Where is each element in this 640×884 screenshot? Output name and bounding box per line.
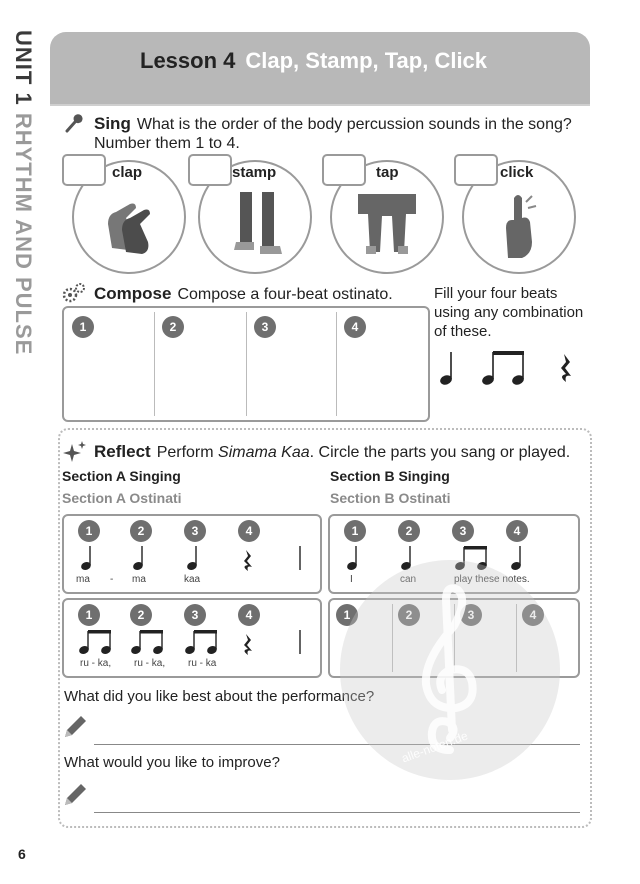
a-singing-beat-2: 2 <box>130 520 152 542</box>
question-improve: What would you like to improve? <box>64 754 280 771</box>
reflect-instruction-pre: Perform <box>156 444 219 461</box>
a-ostinati-notation <box>78 628 308 656</box>
pencil-icon <box>62 714 88 745</box>
b-ostinati-beat-3: 3 <box>460 604 482 626</box>
b-singing-lyric-1: I <box>350 574 353 585</box>
a-singing-lyric-2: - <box>110 574 114 585</box>
a-ostinati-beat-2: 2 <box>130 604 152 626</box>
b-singing-lyric-2: can <box>400 574 417 585</box>
clap-number-box[interactable] <box>62 154 106 186</box>
sing-heading <box>94 114 574 153</box>
compose-beat-4: 4 <box>344 316 366 338</box>
reflect-label: Reflect <box>94 442 151 461</box>
b-singing-beat-3: 3 <box>452 520 474 542</box>
answer-line-improve[interactable] <box>94 812 580 813</box>
sing-label: Sing <box>94 114 131 133</box>
click-number-box[interactable] <box>454 154 498 186</box>
reflect-instruction-post: . Circle the parts you sang or played. <box>309 444 571 461</box>
clap-label: clap <box>112 164 143 181</box>
section-a-singing-title: Section A Singing <box>62 468 181 484</box>
b-ostinati-beat-4: 4 <box>522 604 544 626</box>
a-singing-beat-4: 4 <box>238 520 260 542</box>
lesson-heading <box>140 48 487 74</box>
b-singing-beat-4: 4 <box>506 520 528 542</box>
unit-title: RHYTHM AND PULSE <box>11 112 36 356</box>
a-singing-beat-3: 3 <box>184 520 206 542</box>
sparkle-icon <box>62 440 88 469</box>
sing-instruction: What is the order of the body percussion sounds in the song? Number them 1 to 4. <box>94 116 572 152</box>
gears-icon <box>62 282 86 309</box>
compose-ostinato-grid[interactable] <box>62 306 430 422</box>
b-ostinati-beat-1: 1 <box>336 604 358 626</box>
section-a-singing-box[interactable] <box>62 514 322 594</box>
b-ostinati-beat-2: 2 <box>398 604 420 626</box>
microphone-icon <box>64 112 86 139</box>
compose-side-note: Fill your four beats using any combination of these. <box>434 285 584 340</box>
a-ostinati-beat-3: 3 <box>184 604 206 626</box>
a-ostinati-beat-1: 1 <box>78 604 100 626</box>
lesson-title: Clap, Stamp, Tap, Click <box>245 48 488 73</box>
stamp-label: stamp <box>232 164 277 181</box>
question-best: What did you like best about the performance? <box>64 688 375 705</box>
banner-divider <box>50 104 590 106</box>
a-singing-notation <box>78 544 308 572</box>
b-singing-lyric-3: play these notes. <box>454 574 530 585</box>
a-singing-lyric-4: kaa <box>184 574 201 585</box>
b-singing-beat-2: 2 <box>398 520 420 542</box>
compose-beat-3: 3 <box>254 316 276 338</box>
eighth-notes-symbol <box>481 351 525 386</box>
reflect-song-title: Simama Kaa <box>218 444 310 461</box>
page-number: 6 <box>18 846 26 862</box>
clap-hands-icon <box>100 196 160 256</box>
quarter-rest-symbol <box>561 354 571 382</box>
a-ostinati-beat-4: 4 <box>238 604 260 626</box>
section-a-ostinati-box[interactable] <box>62 598 322 678</box>
tap-number-box[interactable] <box>322 154 366 186</box>
compose-instruction: Compose a four-beat ostinato. <box>177 286 393 303</box>
watermark-text: alle-noten.de <box>399 728 470 766</box>
a-singing-beat-1: 1 <box>78 520 100 542</box>
lesson-number: Lesson 4 <box>140 48 236 73</box>
section-b-ostinati-title: Section B Ostinati <box>330 490 451 506</box>
a-singing-lyric-1: ma <box>76 574 90 585</box>
stamp-legs-icon <box>230 192 286 262</box>
click-label: click <box>500 164 534 181</box>
unit-sidebar <box>4 30 44 360</box>
click-fingers-icon <box>496 192 540 258</box>
reflect-heading <box>94 442 570 462</box>
stamp-number-box[interactable] <box>188 154 232 186</box>
a-ostinati-lyric-2: ru - ka, <box>134 658 166 669</box>
pencil-icon <box>62 782 88 813</box>
watermark-logo <box>340 560 560 780</box>
quarter-note-symbol <box>439 352 453 386</box>
compose-beat-2: 2 <box>162 316 184 338</box>
compose-label: Compose <box>94 284 172 303</box>
a-ostinati-lyric-3: ru - ka <box>188 658 217 669</box>
rhythm-symbols <box>440 348 580 393</box>
compose-beat-1: 1 <box>72 316 94 338</box>
b-singing-beat-1: 1 <box>344 520 366 542</box>
section-a-ostinati-title: Section A Ostinati <box>62 490 182 506</box>
a-singing-lyric-3: ma <box>132 574 146 585</box>
compose-heading <box>94 284 393 304</box>
tap-label: tap <box>376 164 399 181</box>
tap-knees-icon <box>354 194 420 256</box>
a-ostinati-lyric-1: ru - ka, <box>80 658 112 669</box>
section-b-singing-title: Section B Singing <box>330 468 450 484</box>
unit-label: UNIT 1 <box>11 30 36 106</box>
